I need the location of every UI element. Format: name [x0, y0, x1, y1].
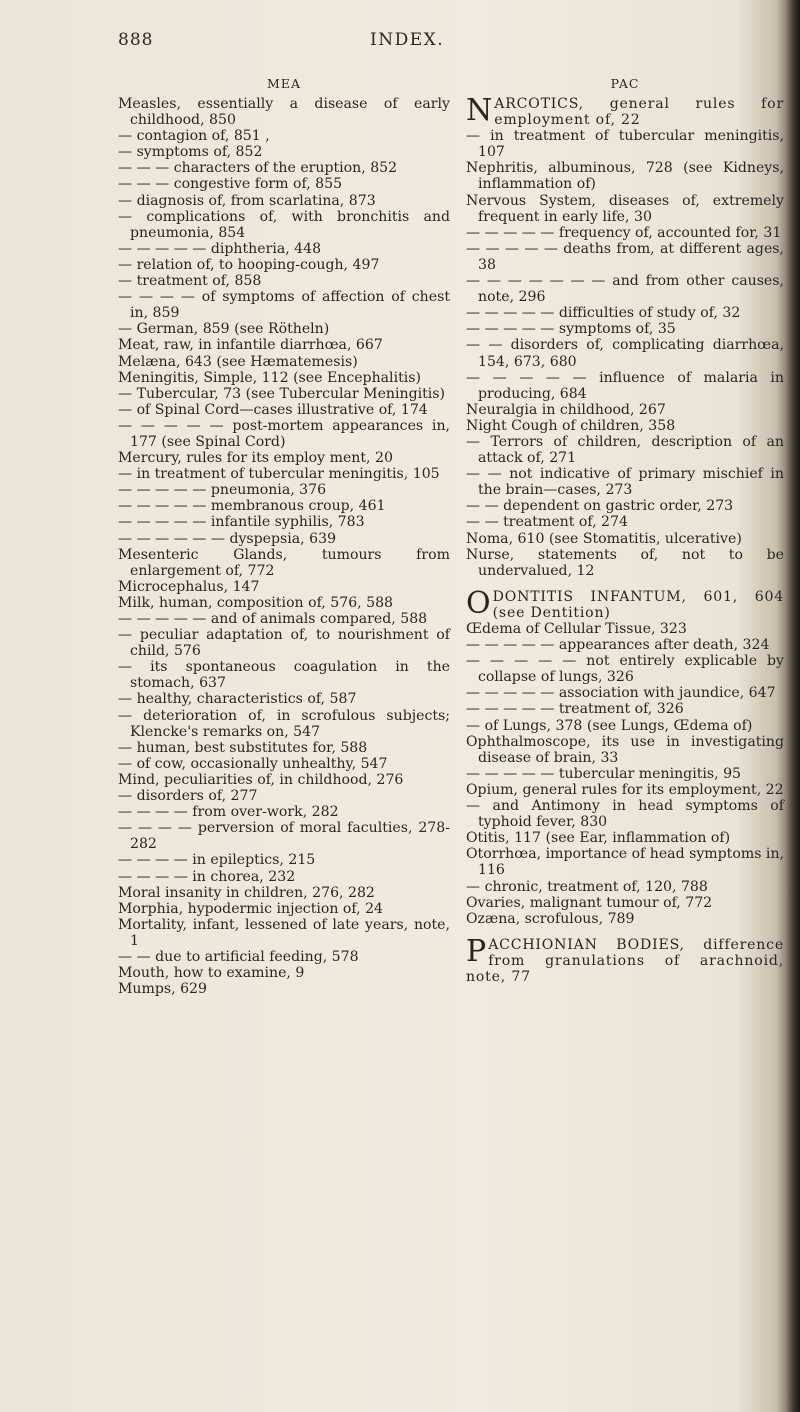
section-lead-entry	[466, 93, 784, 129]
index-entry: — — — — perversion of moral faculties, 278-282	[118, 820, 450, 853]
running-title: INDEX.	[370, 30, 445, 50]
index-entry: — — — — — diphtheria, 448	[118, 240, 322, 257]
index-entry: Nephritis, albuminous, 728 (see Kidneys, inflammation of)	[466, 160, 784, 193]
index-entry: — treatment of, 858	[118, 273, 262, 290]
index-entry: — — — — — not entirely explicable by collapse of lungs, 326	[466, 653, 784, 686]
index-entry: Mercury, rules for its employ ment, 20	[118, 450, 393, 467]
index-entry: Microcephalus, 147	[118, 578, 260, 595]
index-entry: — — — congestive form of, 855	[118, 176, 343, 193]
index-entry: — — — — — — dyspepsia, 639	[118, 530, 337, 547]
index-entry: — — — — — pneumonia, 376	[118, 482, 327, 499]
right-section-list	[466, 93, 784, 985]
lead-entry-text: DONTITIS INFANTUM, 601, 604 (see Dentition)	[492, 588, 784, 621]
section-lead-entry	[466, 585, 784, 621]
index-entry: — of cow, occasionally unhealthy, 547	[118, 755, 388, 772]
index-entry: — — — — — appearances after death, 324	[466, 637, 770, 654]
left-column	[118, 76, 450, 997]
right-column	[466, 76, 784, 985]
index-entry: Mouth, how to examine, 9	[118, 965, 305, 982]
index-entry: — peculiar adaptation of, to nourishment of child, 576	[118, 627, 450, 660]
index-entry: — relation of, to hooping-cough, 497	[118, 256, 380, 273]
page-number: 888	[118, 30, 154, 50]
index-entry: Morphia, hypodermic injection of, 24	[118, 900, 384, 917]
index-entry: — diagnosis of, from scarlatina, 873	[118, 192, 376, 209]
index-entry: Measles, essentially a disease of early childhood, 850	[118, 96, 450, 129]
index-entry: — symptoms of, 852	[118, 144, 263, 161]
index-entry: Night Cough of children, 358	[466, 417, 676, 434]
index-entry: — complications of, with bronchitis and pneumonia, 854	[118, 208, 450, 241]
index-entry: Melæna, 643 (see Hæmatemesis)	[118, 353, 358, 370]
left-entry-list	[118, 96, 450, 997]
index-entry: Ophthalmoscope, its use in investigating disease of brain, 33	[466, 733, 784, 766]
index-entry: — — — — — frequency of, accounted for, 31	[466, 224, 782, 241]
index-entry: — — — — from over-work, 282	[118, 804, 339, 821]
drop-cap: O	[466, 585, 491, 621]
index-entry: Nervous System, diseases of, extremely frequent in early life, 30	[466, 192, 784, 225]
index-entry: — — — — — and of animals compared, 588	[118, 611, 428, 627]
guide-word-left: MEA	[267, 76, 301, 91]
index-entry: — — — — in chorea, 232	[118, 868, 296, 885]
index-entry: — — — — — tubercular meningitis, 95	[466, 765, 742, 782]
index-entry: Otitis, 117 (see Ear, inflammation of)	[466, 830, 731, 847]
index-entry: — Tubercular, 73 (see Tubercular Meningitis)	[118, 385, 446, 402]
running-header	[0, 30, 800, 54]
index-entry: — — dependent on gastric order, 273	[466, 498, 734, 515]
index-entry: — — — — — infantile syphilis, 783	[118, 514, 365, 531]
index-entry: Meat, raw, in infantile diarrhœa, 667	[118, 337, 383, 354]
index-entry: — — disorders of, complicating diarrhœa, 154, 673, 680	[466, 337, 784, 370]
drop-cap: N	[466, 93, 493, 128]
index-entry: Moral insanity in children, 276, 282	[118, 884, 375, 901]
index-entry: Mind, peculiarities of, in childhood, 276	[118, 771, 404, 788]
index-entry: — disorders of, 277	[118, 788, 258, 805]
index-entry: — chronic, treatment of, 120, 788	[466, 878, 708, 895]
index-entry: Nurse, statements of, not to be undervalued, 12	[466, 546, 784, 579]
letter-section	[466, 93, 784, 579]
index-entry: Otorrhœa, importance of head symptoms in, 116	[466, 846, 784, 879]
index-entry: Œdema of Cellular Tissue, 323	[466, 621, 687, 637]
index-entry: — German, 859 (see Rötheln)	[118, 321, 330, 338]
section-gap	[466, 927, 784, 937]
index-entry: — of Lungs, 378 (see Lungs, Œdema of)	[466, 717, 753, 734]
index-entry: — — — — — post-mortem appearances in, 177 (see Spinal Cord)	[118, 417, 450, 450]
index-entry: — — — — — membranous croup, 461	[118, 498, 386, 515]
index-entry: — its spontaneous coagulation in the stomach, 637	[118, 659, 450, 692]
letter-section	[466, 585, 784, 927]
lead-entry-text: ARCOTICS, general rules for employment of, 22	[494, 96, 784, 129]
index-entry: — human, best substitutes for, 588	[118, 739, 368, 756]
index-entry: — — — — — — — and from other causes, note, 296	[466, 273, 784, 306]
index-entry: — — not indicative of primary mischief in the brain—cases, 273	[466, 466, 784, 499]
index-entry: — — — — in epileptics, 215	[118, 852, 316, 869]
section-lead-entry	[466, 933, 784, 985]
index-entry: Meningitis, Simple, 112 (see Encephalitis)	[118, 369, 421, 386]
guide-word-right: PAC	[610, 76, 640, 91]
index-entry: — contagion of, 851 ,	[118, 128, 270, 145]
index-entry: — — — — — treatment of, 326	[466, 701, 684, 718]
index-entry: — — — — — difficulties of study of, 32	[466, 305, 741, 322]
index-entry: — Terrors of children, description of an attack of, 271	[466, 433, 784, 467]
index-entry: — deterioration of, in scrofulous subjects; Klencke's remarks on, 547	[118, 707, 450, 740]
index-entry: Opium, general rules for its employment, 22	[466, 781, 784, 798]
index-entry: — of Spinal Cord—cases illustrative of, 174	[118, 401, 428, 418]
index-entry: — — treatment of, 274	[466, 514, 628, 531]
page-edge-shadow	[786, 0, 800, 1412]
index-entry: — healthy, characteristics of, 587	[118, 691, 357, 708]
index-entry: Milk, human, composition of, 576, 588	[118, 594, 394, 611]
index-entry: Noma, 610 (see Stomatitis, ulcerative)	[466, 530, 742, 547]
lead-entry-text: ACCHIONIAN BODIES, difference from granulations of arachnoid, note, 77	[466, 936, 784, 985]
index-entry: — — due to artificial feeding, 578	[118, 948, 359, 965]
index-entry: — in treatment of tubercular meningitis, 105	[118, 466, 440, 483]
drop-cap: P	[466, 933, 487, 969]
index-entry: — in treatment of tubercular meningitis, 107	[466, 128, 784, 161]
index-entry: — — — — — influence of malaria in producing, 684	[466, 369, 784, 402]
letter-section	[466, 933, 784, 985]
index-entry: Ozæna, scrofulous, 789	[466, 910, 635, 927]
index-entry: — — — — of symptoms of affection of chest in, 859	[118, 289, 450, 322]
index-entry: — — — — — symptoms of, 35	[466, 321, 676, 338]
section-gap	[466, 579, 784, 589]
index-entry: Mumps, 629	[118, 981, 207, 998]
index-entry: — — — — — association with jaundice, 647	[466, 685, 776, 702]
index-entry: Mortality, infant, lessened of late years, note, 1	[118, 916, 450, 949]
index-entry: — — — — — deaths from, at different ages, 38	[466, 240, 784, 273]
index-entry: Neuralgia in childhood, 267	[466, 401, 666, 418]
index-entry: — and Antimony in head symptoms of typhoid fever, 830	[466, 798, 784, 831]
index-entry: Ovaries, malignant tumour of, 772	[466, 894, 713, 911]
index-entry: — — — characters of the eruption, 852	[118, 160, 398, 177]
index-entry: Mesenteric Glands, tumours from enlargement of, 772	[118, 546, 450, 579]
